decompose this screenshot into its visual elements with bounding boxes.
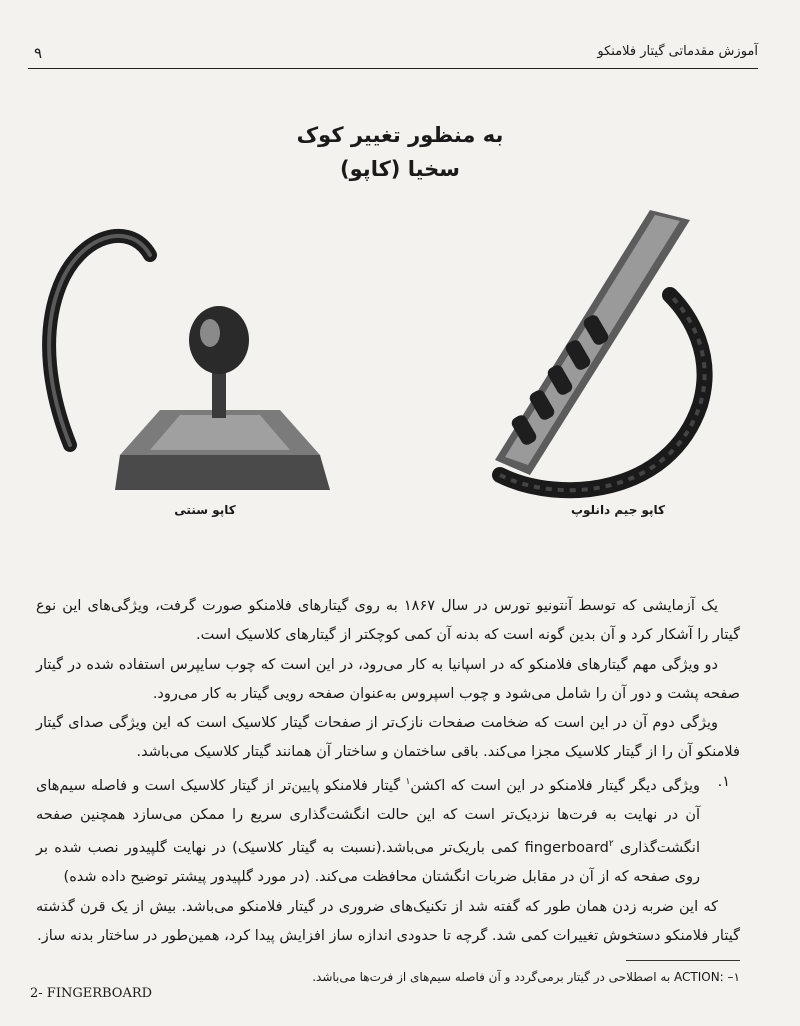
fingerboard-term: fingerboard bbox=[524, 840, 609, 857]
traditional-capo-caption: کاپو سنتی bbox=[174, 503, 236, 517]
feature-list bbox=[36, 768, 740, 893]
jim-dunlop-capo-illustration bbox=[440, 205, 740, 505]
paragraph-2: دو ویژگی مهم گیتارهای فلامنکو که در اسپانیا به کار می‌رود، در این است که چوب سایپرس استفاده شده در گیتار صفحه پشت و دور آن را شامل می‌شود و چوب اسپروس به‌عنوان صفحه رویی گیتار به کار می‌رود. bbox=[36, 656, 740, 702]
list-item-text-1: ویژگی دیگر گیتار فلامنکو در این است که اکشن bbox=[410, 777, 701, 794]
list-item-text-2: گیتار فلامنکو پایین‌تر از گیتار کلاسیک است و فاصله سیم‌های آن در نهایت به فرت‌ها نزدیک‌تر است که این حالت انگشت‌گذاری سریع را ممکن می‌سازد همچنین صفحه انگشت‌گذاری bbox=[36, 777, 700, 857]
title-line-2: سخیا (کاپو) bbox=[340, 157, 460, 181]
title-line-1: به منظور تغییر کوک bbox=[296, 123, 504, 147]
footnote-1-marker: ۱– bbox=[727, 970, 740, 984]
footnote-1-text: به اصطلاحی در گیتار برمی‌گردد و آن فاصله سیم‌های از فرت‌ها می‌باشد. bbox=[312, 970, 674, 984]
running-title: آموزش مقدماتی گیتار فلامنکو bbox=[597, 44, 758, 59]
footnote-1-term: ACTION: bbox=[674, 970, 724, 984]
jim-dunlop-capo-caption: کاپو جیم دانلوپ bbox=[570, 503, 666, 517]
footnote-1 bbox=[240, 970, 740, 984]
page-number: ۹ bbox=[34, 44, 43, 62]
body-text bbox=[36, 592, 740, 951]
footnote-ref-1: ۱ bbox=[405, 776, 411, 787]
footnote-2: 2- FINGERBOARD bbox=[30, 986, 153, 1001]
footnote-ref-2: ۲ bbox=[608, 839, 614, 850]
list-item-number: ۱. bbox=[717, 773, 730, 790]
footnote-divider bbox=[626, 960, 740, 961]
page-header bbox=[28, 40, 758, 69]
section-title bbox=[0, 118, 800, 186]
paragraph-3: ویژگی دوم آن در این است که ضخامت صفحات نازک‌تر از صفحات گیتار کلاسیک است که این ویژگی صدای گیتار فلامنکو آن را از گیتار کلاسیک مجزا می‌کند. باقی ساختمان و ساختار آن همانند گیتار کلاسیک می‌باشد. bbox=[36, 715, 740, 761]
traditional-capo-illustration bbox=[40, 215, 360, 495]
list-item-text-3: کمی باریک‌تر می‌باشد.(نسبت به گیتار کلاسیک) در نهایت گلپیدور نصب شده بر روی صفحه که از آن در مقابل ضربات انگشتان محافظت می‌کند. (در مورد گلپیدور پیشتر توضیح داده شده) bbox=[36, 840, 700, 886]
paragraph-1: یک آزمایشی که توسط آنتونیو تورس در سال ۱۸۶۷ به روی گیتارهای فلامنکو صورت گرفت، ویژگی‌های این نوع گیتار را آشکار کرد و آن بدین گونه است که بدنه آن کمی کوچکتر از گیتارهای کلاسیک است. bbox=[36, 598, 740, 644]
paragraph-4: که این ضربه زدن همان طور که گفته شد از تکنیک‌های ضروری در گیتار فلامنکو می‌باشد. بیش از یک قرن گذشته گیتار فلامنکو دستخوش تغییرات کمی شد. گرچه تا حدودی اندازه ساز افزایش پیدا کرد، همین‌طور در ساختار بدنه ساز. bbox=[36, 898, 740, 944]
list-item bbox=[36, 768, 730, 893]
